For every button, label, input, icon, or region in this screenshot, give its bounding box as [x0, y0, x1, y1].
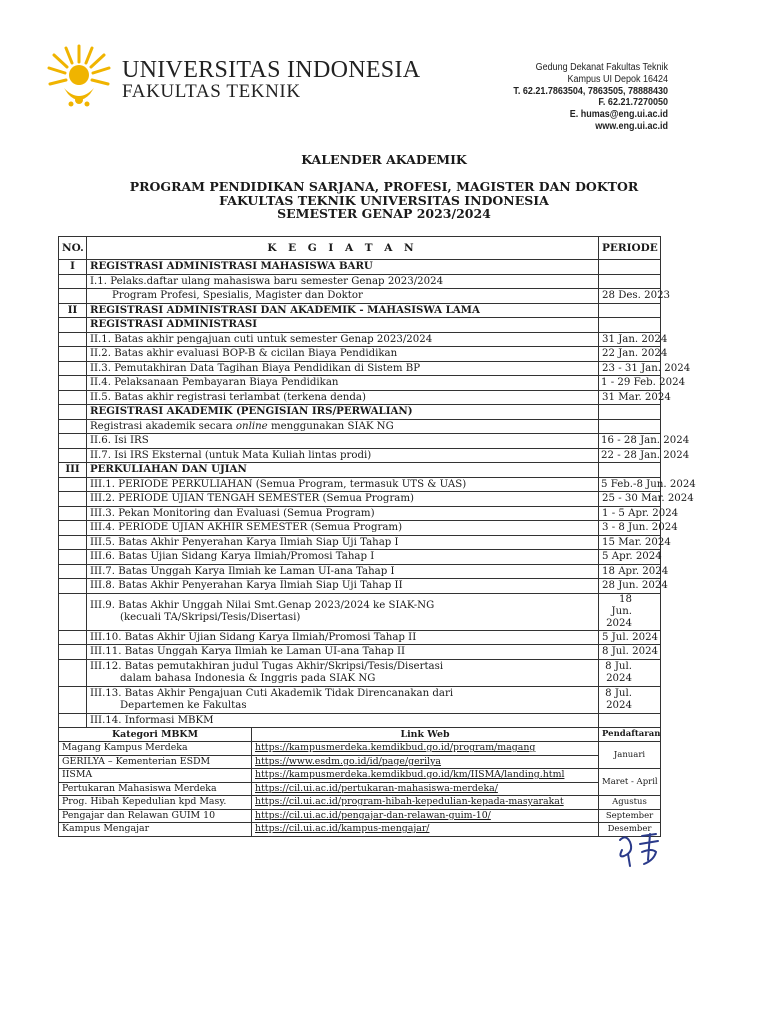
row-number: [59, 318, 87, 333]
mbkm-registration-period: September: [599, 809, 661, 823]
row-period: [599, 463, 661, 478]
row-number: [59, 448, 87, 463]
activity-text: II.6. Isi IRS: [90, 435, 149, 447]
row-period: 5 Jul. 2024: [599, 630, 661, 645]
table-row: [59, 564, 661, 579]
row-period: 25 - 30 Mar. 2024: [599, 492, 661, 507]
activity-text: II.1. Batas akhir pengajuan cuti untuk semester Genap 2023/2024: [90, 333, 433, 345]
mbkm-header-row: [59, 728, 661, 742]
row-activity: [87, 564, 599, 579]
table-row: [59, 332, 661, 347]
table-row: [59, 318, 661, 333]
mbkm-category: Pertukaran Mahasiswa Merdeka: [59, 782, 252, 796]
table-header-row: [59, 237, 661, 260]
row-period: 31 Mar. 2024: [599, 390, 661, 405]
table-row: [59, 630, 661, 645]
row-period: 3 - 8 Jun. 2024: [599, 521, 661, 536]
faculty-address: [488, 62, 668, 133]
row-activity: [87, 434, 599, 449]
row-activity: [87, 535, 599, 550]
row-activity: [87, 448, 599, 463]
address-website: www.eng.ui.ac.id: [595, 120, 668, 132]
mbkm-row: [59, 796, 661, 810]
row-number: [59, 713, 87, 728]
address-phone: T. 62.21.7863504, 7863505, 78888430: [513, 85, 668, 97]
activity-text: III.14. Informasi MBKM: [90, 714, 214, 726]
activity-text: III.3. Pekan Monitoring dan Evaluasi (Semua Program): [90, 507, 375, 519]
row-number: II: [59, 303, 87, 318]
row-number: [59, 550, 87, 565]
activity-text: III.12. Batas pemutakhiran judul Tugas Akhir/Skripsi/Tesis/Disertasi: [90, 660, 444, 672]
activity-text: Program Profesi, Spesialis, Magister dan Doktor: [112, 290, 363, 302]
row-activity: [87, 550, 599, 565]
activity-text: III.7. Batas Unggah Karya Ilmiah ke Laman UI-ana Tahap I: [90, 565, 395, 577]
mbkm-header-kategori: Kategori MBKM: [59, 728, 252, 742]
activity-text: III.6. Batas Ujian Sidang Karya Ilmiah/Promosi Tahap I: [90, 551, 375, 563]
mbkm-registration-period: Agustus: [599, 796, 661, 810]
activity-text: II.2. Batas akhir evaluasi BOP-B & cicilan Biaya Pendidikan: [90, 348, 398, 360]
row-period: [599, 713, 661, 728]
table-row: [59, 645, 661, 660]
activity-text: II.5. Batas akhir registrasi terlambat (terkena denda): [90, 391, 366, 403]
row-number: I: [59, 260, 87, 275]
activity-text: III.2. PERIODE UJIAN TENGAH SEMESTER (Semua Program): [90, 493, 415, 505]
table-row: [59, 376, 661, 391]
row-number: [59, 332, 87, 347]
row-number: [59, 405, 87, 420]
mbkm-link[interactable]: https://cil.ui.ac.id/pertukaran-mahasiswa-merdeka/: [252, 782, 599, 796]
table-row: [59, 477, 661, 492]
table-row: [59, 289, 661, 304]
row-number: [59, 274, 87, 289]
row-period: 8 Jul. 2024: [599, 659, 661, 686]
row-activity: [87, 303, 599, 318]
row-period: 16 - 28 Jan. 2024: [599, 434, 661, 449]
mbkm-category: Pengajar dan Relawan GUIM 10: [59, 809, 252, 823]
row-number: [59, 492, 87, 507]
row-period: [599, 419, 661, 434]
row-activity: [87, 579, 599, 594]
row-number: [59, 564, 87, 579]
row-number: [59, 289, 87, 304]
mbkm-row: [59, 769, 661, 783]
table-row: [59, 550, 661, 565]
row-activity: [87, 347, 599, 362]
activity-text: II.3. Pemutakhiran Data Tagihan Biaya Pendidikan di Sistem BP: [90, 362, 421, 374]
address-building: Gedung Dekanat Fakultas Teknik: [535, 62, 668, 73]
row-period: 15 Mar. 2024: [599, 535, 661, 550]
table-row: [59, 274, 661, 289]
activity-text: III.4. PERIODE UJIAN AKHIR SEMESTER (Semua Program): [90, 522, 403, 534]
row-activity: [87, 274, 599, 289]
activity-text: III.8. Batas Akhir Penyerahan Karya Ilmiah Siap Uji Tahap II: [90, 580, 403, 592]
calendar-rows: [59, 260, 696, 728]
row-period: 28 Des. 2023: [599, 289, 661, 304]
row-number: [59, 419, 87, 434]
table-row: [59, 347, 661, 362]
row-number: [59, 521, 87, 536]
activity-text: III.1. PERIODE PERKULIAHAN (Semua Program, termasuk UTS & UAS): [90, 478, 467, 490]
row-number: [59, 376, 87, 391]
row-activity: [87, 332, 599, 347]
row-number: [59, 390, 87, 405]
row-period: 22 Jan. 2024: [599, 347, 661, 362]
row-activity: [87, 463, 599, 478]
mbkm-link[interactable]: https://cil.ui.ac.id/pengajar-dan-relawan-guim-10/: [252, 809, 599, 823]
row-period: 5 Feb.-8 Jun. 2024: [599, 477, 661, 492]
row-period: 1 - 29 Feb. 2024: [599, 376, 661, 391]
table-row: [59, 390, 661, 405]
handwritten-signature: [612, 830, 672, 870]
row-activity: [87, 686, 599, 713]
row-period: 5 Apr. 2024: [599, 550, 661, 565]
row-period: [599, 260, 661, 275]
row-number: [59, 659, 87, 686]
row-period: 28 Jun. 2024: [599, 579, 661, 594]
mbkm-category: IISMA: [59, 769, 252, 783]
row-number: [59, 361, 87, 376]
mbkm-link[interactable]: https://kampusmerdeka.kemdikbud.go.id/program/magang: [252, 742, 599, 756]
activity-text-continued: (kecuali TA/Skripsi/Tesis/Disertasi): [120, 611, 301, 623]
row-number: [59, 686, 87, 713]
row-period: [599, 405, 661, 420]
row-activity: [87, 419, 599, 434]
document-subtitle: [0, 180, 768, 221]
row-activity: [87, 593, 599, 630]
subtitle-line-1: PROGRAM PENDIDIKAN SARJANA, PROFESI, MAGISTER DAN DOKTOR: [129, 179, 639, 194]
table-row: [59, 361, 661, 376]
row-number: [59, 593, 87, 630]
mbkm-section: [59, 728, 661, 837]
mbkm-category: Kampus Mengajar: [59, 823, 252, 837]
table-row: [59, 521, 661, 536]
row-period: [599, 318, 661, 333]
table-row: [59, 535, 661, 550]
mbkm-row: [59, 742, 661, 756]
activity-text: III.10. Batas Akhir Ujian Sidang Karya Ilmiah/Promosi Tahap II: [90, 631, 417, 643]
table-row: [59, 593, 661, 630]
university-name: UNIVERSITAS INDONESIA: [122, 57, 421, 83]
mbkm-header-link: Link Web: [252, 728, 599, 742]
row-number: [59, 347, 87, 362]
table-row: [59, 419, 661, 434]
subtitle-line-2: FAKULTAS TEKNIK UNIVERSITAS INDONESIA: [219, 192, 549, 208]
activity-text: II.7. Isi IRS Eksternal (untuk Mata Kuliah lintas prodi): [90, 449, 372, 461]
row-activity: [87, 376, 599, 391]
row-activity: [87, 361, 599, 376]
row-period: 8 Jul. 2024: [599, 686, 661, 713]
activity-text: REGISTRASI ADMINISTRASI MAHASISWA BARU: [90, 260, 373, 273]
row-period: 8 Jul. 2024: [599, 645, 661, 660]
activity-text-continued: Departemen ke Fakultas: [120, 699, 247, 711]
table-row: [59, 463, 661, 478]
academic-calendar-table: [58, 236, 696, 837]
ui-makara-logo: [44, 42, 114, 112]
row-number: [59, 535, 87, 550]
row-number: [59, 645, 87, 660]
row-period: 18 Apr. 2024: [599, 564, 661, 579]
address-email: E. humas@eng.ui.ac.id: [569, 109, 668, 121]
row-period: 31 Jan. 2024: [599, 332, 661, 347]
address-campus: Kampus UI Depok 16424: [567, 73, 668, 85]
activity-text: PERKULIAHAN DAN UJIAN: [90, 463, 247, 476]
table-row: [59, 434, 661, 449]
row-activity: [87, 506, 599, 521]
mbkm-row: [59, 823, 661, 837]
activity-text: REGISTRASI ADMINISTRASI: [90, 318, 257, 331]
row-activity: [87, 390, 599, 405]
mbkm-registration-period: Desember: [599, 823, 661, 837]
table-row: [59, 492, 661, 507]
mbkm-link[interactable]: https://cil.ui.ac.id/kampus-mengajar/: [252, 823, 599, 837]
faculty-name: FAKULTAS TEKNIK: [122, 81, 301, 102]
address-fax: F. 62.21.7270050: [598, 97, 668, 109]
row-number: [59, 477, 87, 492]
table-row: [59, 686, 661, 713]
row-period: [599, 274, 661, 289]
mbkm-category: GERILYA – Kementerian ESDM: [59, 755, 252, 769]
table-row: [59, 659, 661, 686]
table-row: [59, 448, 661, 463]
mbkm-link[interactable]: https://www.esdm.go.id/id/page/gerilya: [252, 755, 599, 769]
mbkm-header-pendaftaran: Pendaftaran: [599, 728, 661, 742]
row-activity: [87, 521, 599, 536]
row-activity: [87, 630, 599, 645]
row-period: 18 Jun. 2024: [599, 593, 661, 630]
activity-text: III.11. Batas Unggah Karya Ilmiah ke Laman UI-ana Tahap II: [90, 646, 406, 658]
row-number: [59, 630, 87, 645]
row-number: III: [59, 463, 87, 478]
document-title: KALENDER AKADEMIK: [301, 152, 467, 167]
subtitle-line-3: SEMESTER GENAP 2023/2024: [277, 206, 491, 222]
mbkm-row: [59, 755, 661, 769]
mbkm-registration-period: Maret - April: [599, 769, 661, 796]
mbkm-row: [59, 809, 661, 823]
mbkm-registration-period: Januari: [599, 742, 661, 769]
activity-text: REGISTRASI AKADEMIK (PENGISIAN IRS/PERWALIAN): [90, 405, 413, 418]
mbkm-category: Prog. Hibah Kepedulian kpd Masy.: [59, 796, 252, 810]
row-activity: [87, 713, 599, 728]
row-activity: [87, 318, 599, 333]
mbkm-row: [59, 782, 661, 796]
table-row: [59, 303, 661, 318]
activity-text: III.5. Batas Akhir Penyerahan Karya Ilmiah Siap Uji Tahap I: [90, 536, 399, 548]
row-period: 22 - 28 Jan. 2024: [599, 448, 661, 463]
mbkm-link[interactable]: https://cil.ui.ac.id/program-hibah-kepedulian-kepada-masyarakat: [252, 796, 599, 810]
activity-text: REGISTRASI ADMINISTRASI DAN AKADEMIK - MAHASISWA LAMA: [90, 303, 480, 316]
activity-text: II.4. Pelaksanaan Pembayaran Biaya Pendidikan: [90, 377, 339, 389]
row-activity: [87, 260, 599, 275]
column-header-kegiatan: K E G I A T A N: [87, 237, 599, 260]
activity-text: I.1. Pelaks.daftar ulang mahasiswa baru semester Genap 2023/2024: [90, 275, 444, 287]
table-row: [59, 579, 661, 594]
row-period: 23 - 31 Jan. 2024: [599, 361, 661, 376]
row-activity: [87, 477, 599, 492]
row-activity: [87, 659, 599, 686]
mbkm-category: Magang Kampus Merdeka: [59, 742, 252, 756]
row-number: [59, 579, 87, 594]
row-activity: [87, 645, 599, 660]
table-row: [59, 405, 661, 420]
column-header-periode: PERIODE: [599, 237, 661, 260]
row-number: [59, 506, 87, 521]
activity-text-continued: dalam bahasa Indonesia & Inggris pada SIAK NG: [120, 672, 376, 684]
table-row: [59, 506, 661, 521]
activity-text: III.13. Batas Akhir Pengajuan Cuti Akademik Tidak Direncanakan dari: [90, 687, 454, 699]
row-activity: [87, 492, 599, 507]
row-number: [59, 434, 87, 449]
activity-text: III.9. Batas Akhir Unggah Nilai Smt.Genap 2023/2024 ke SIAK-NG: [90, 599, 435, 611]
row-activity: [87, 289, 599, 304]
column-header-no: NO.: [59, 237, 87, 260]
row-period: [599, 303, 661, 318]
table-row: [59, 713, 661, 728]
activity-text: Registrasi akademik secara online menggunakan SIAK NG: [90, 420, 394, 432]
table-row: [59, 260, 661, 275]
row-activity: [87, 405, 599, 420]
mbkm-link[interactable]: https://kampusmerdeka.kemdikbud.go.id/km/IISMA/landing.html: [252, 769, 599, 783]
row-period: 1 - 5 Apr. 2024: [599, 506, 661, 521]
